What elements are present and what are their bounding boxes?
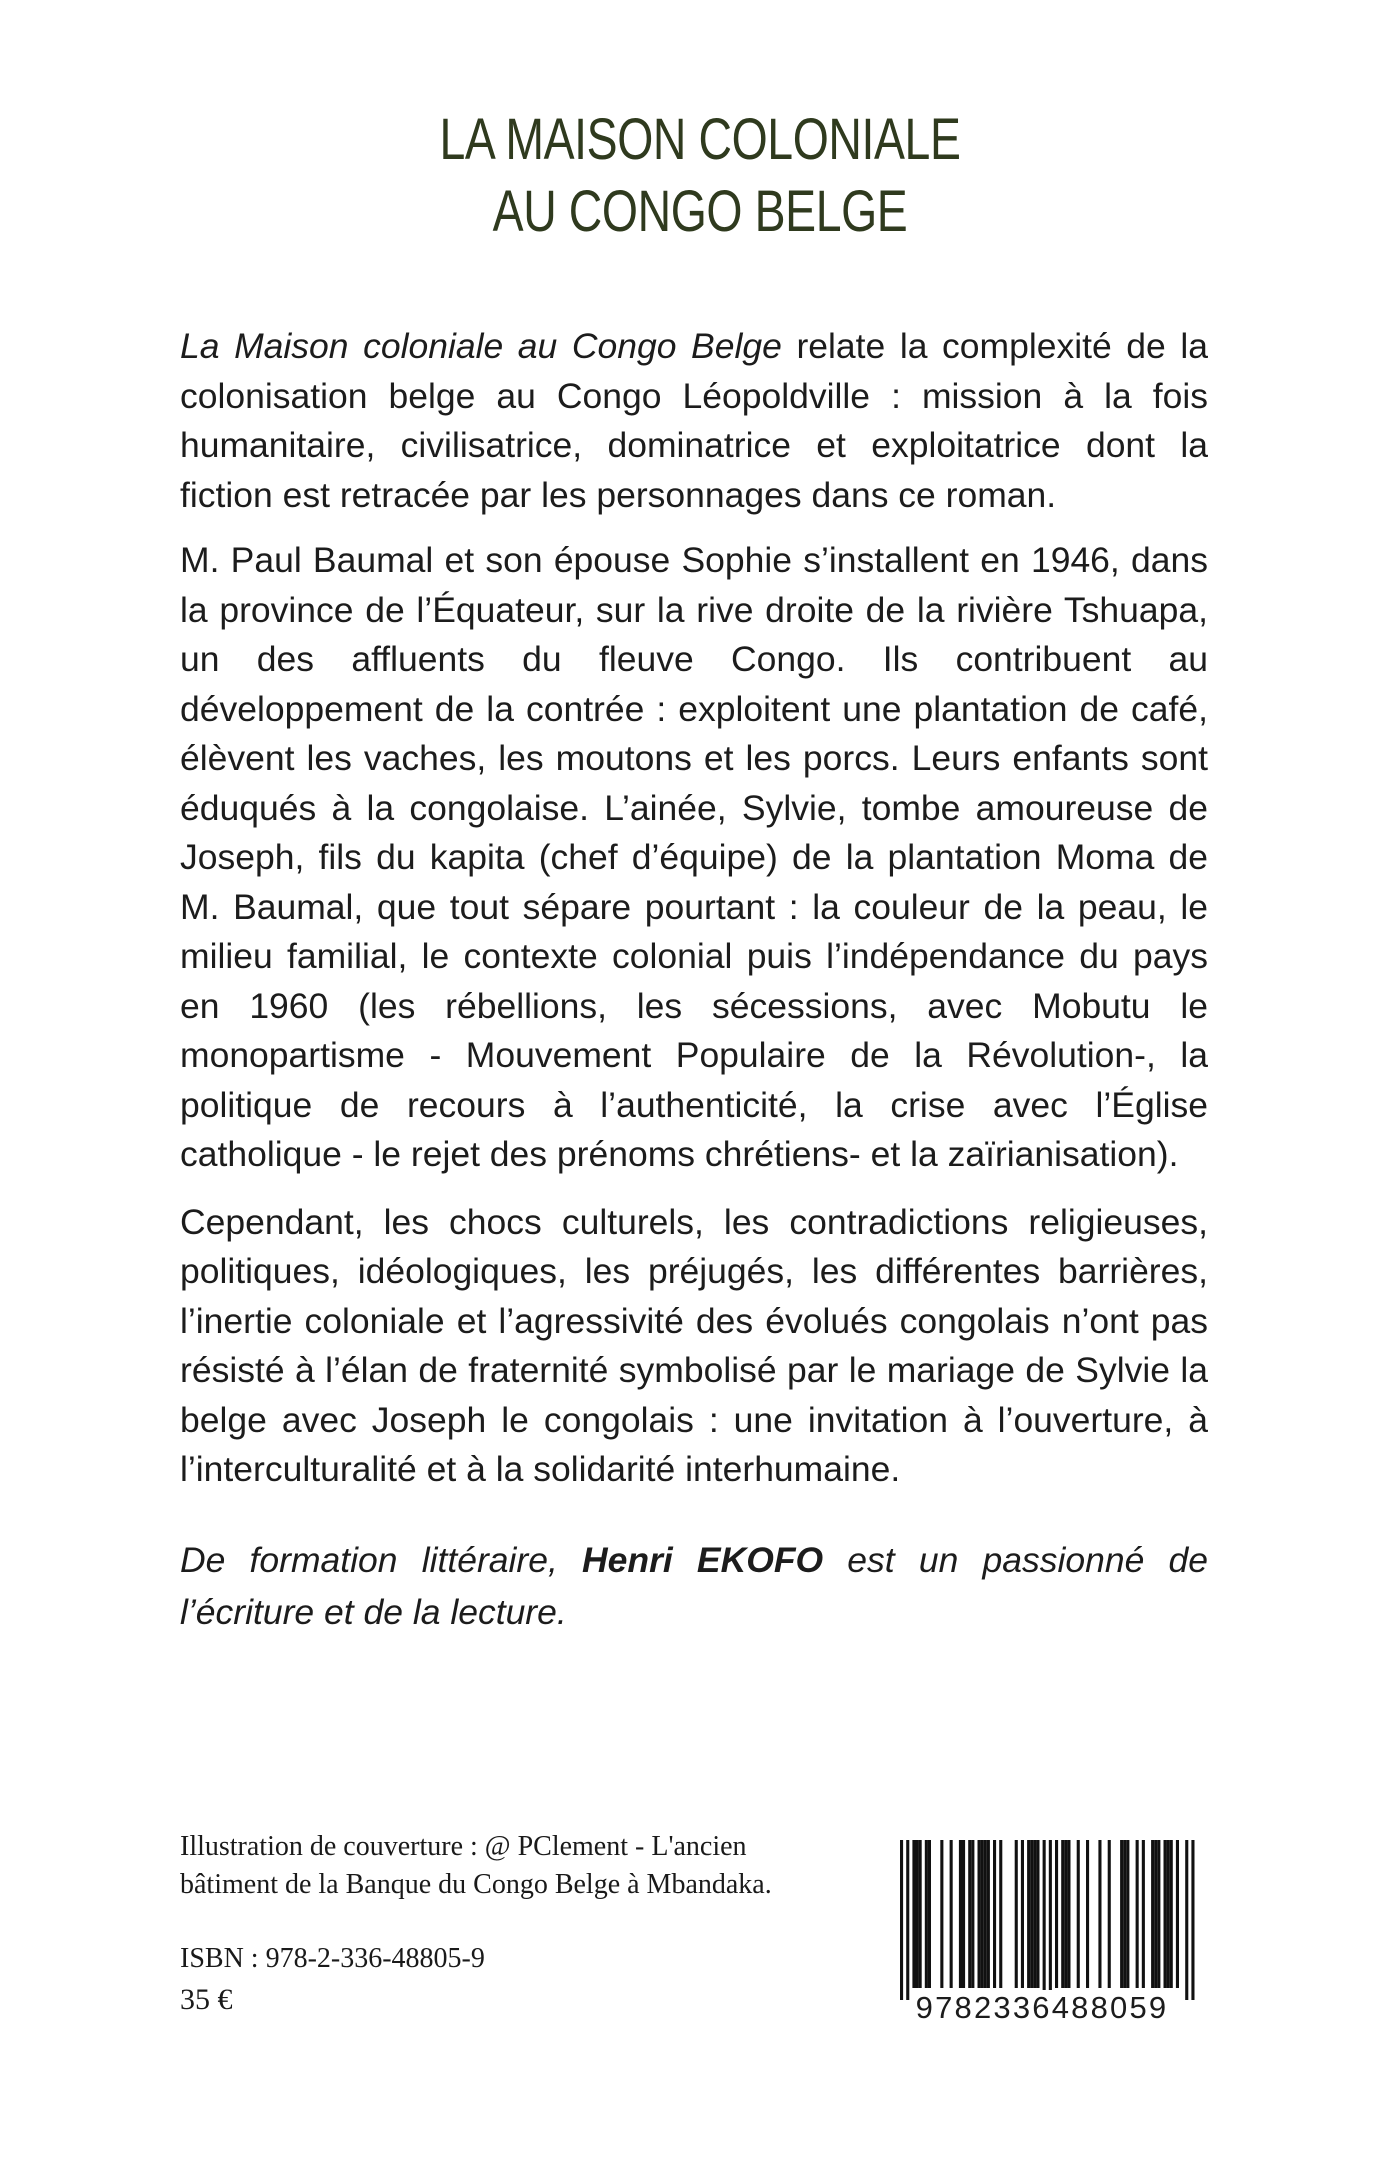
barcode-bar bbox=[1055, 1840, 1058, 1988]
barcode-guard-bar bbox=[906, 1840, 909, 2000]
price: 35 € bbox=[180, 1983, 233, 2016]
credits-line-1: Illustration de couverture : @ PClement - L'ancien bbox=[180, 1831, 747, 1862]
barcode-bar bbox=[999, 1840, 1002, 1988]
barcode-bar bbox=[984, 1840, 987, 1988]
barcode-bar bbox=[1067, 1840, 1070, 1988]
title-line-1: LA MAISON COLONIALE bbox=[439, 107, 961, 172]
barcode-bar bbox=[1151, 1840, 1154, 1988]
barcode-bar bbox=[1064, 1840, 1067, 1988]
barcode-bar bbox=[968, 1840, 971, 1988]
author-bio-before: De formation littéraire, bbox=[180, 1540, 582, 1580]
barcode-bar bbox=[1123, 1840, 1126, 1988]
title-line-2: AU CONGO BELGE bbox=[492, 179, 908, 244]
barcode-bar bbox=[1077, 1840, 1080, 1988]
barcode-bar bbox=[1086, 1840, 1089, 1988]
barcode-bar bbox=[978, 1840, 981, 1988]
barcode-bar bbox=[981, 1840, 984, 1988]
barcode-guard-bar bbox=[1191, 1840, 1194, 2000]
barcode-guard-bar bbox=[1185, 1840, 1188, 2000]
barcode-bar bbox=[1098, 1840, 1101, 1988]
barcode-bar bbox=[919, 1840, 922, 1988]
barcode-guard-bar bbox=[1043, 1840, 1046, 2000]
book-title bbox=[140, 104, 1260, 248]
synopsis-paragraph-2: M. Paul Baumal et son épouse Sophie s’installent en 1946, dans la province de l’Équateur, sur la rive droite de la rivière Tshuapa, un des affluents du fleuve Congo. Ils contribuent au développement de la contrée : exploitent une plantation de café, élèvent les vaches, les moutons et les porcs. Leurs enfants sont éduqués à la congolaise. L’ainée, Sylvie, tombe amoureuse de Joseph, fils du kapita (chef d’équipe) de la plantation Moma de M. Baumal, que tout sépare pourtant : la couleur de la peau, le milieu familial, le contexte colonial puis l’indépendance du pays en 1960 (les rébellions, les sécessions, avec Mobutu le monopartisme - Mouvement Populaire de la Révolution-, la politique de recours à l’authenticité, la crise avec l’Église catholique - le rejet des prénoms chrétiens- et la zaïrianisation). bbox=[180, 540, 1208, 1174]
barcode-bar bbox=[1154, 1840, 1157, 1988]
barcode-bar bbox=[1120, 1840, 1123, 1988]
barcode-bar bbox=[1167, 1840, 1170, 1988]
barcode-bar bbox=[993, 1840, 996, 1988]
synopsis-paragraph-1 bbox=[180, 322, 1208, 520]
barcode-bar bbox=[1015, 1840, 1018, 1988]
barcode-bar bbox=[916, 1840, 919, 1988]
barcode-bar bbox=[962, 1840, 965, 1988]
synopsis-paragraph-3: Cependant, les chocs culturels, les contradictions religieuses, politiques, idéologiques, les préjugés, les différentes barrières, l’inertie coloniale et l’agressivité des évolués congolais n’ont pas résisté à l’élan de fraternité symbolisé par le mariage de Sylvie la belge avec Joseph le congolais : une invitation à l’ouverture, à l’interculturalité et à la solidarité interhumaine. bbox=[180, 1201, 1208, 1489]
barcode-bar bbox=[1164, 1840, 1167, 1988]
barcode-bar bbox=[1176, 1840, 1179, 1988]
book-title-italic: La Maison coloniale au Congo Belge bbox=[180, 326, 782, 366]
barcode-bar bbox=[1136, 1840, 1139, 1988]
barcode-bar bbox=[1157, 1840, 1160, 1988]
barcode-bar bbox=[1126, 1840, 1129, 1988]
barcode-bar bbox=[1142, 1840, 1145, 1988]
barcode-guard-bar bbox=[900, 1840, 903, 2000]
barcode-bar bbox=[1170, 1840, 1173, 1988]
isbn: ISBN : 978-2-336-48805-9 bbox=[180, 1943, 485, 1974]
barcode-bar bbox=[1021, 1840, 1024, 1988]
barcode-bar bbox=[1027, 1840, 1030, 1988]
author-name: Henri EKOFO bbox=[582, 1540, 824, 1580]
barcode-bar bbox=[987, 1840, 990, 1988]
barcode-bar bbox=[1033, 1840, 1036, 1988]
author-bio-after: est un passionné de l’écriture et de la lecture. bbox=[180, 1540, 1208, 1632]
barcode-bar bbox=[928, 1840, 931, 1988]
barcode-digits bbox=[878, 1990, 1206, 2026]
barcode-number: 9782336488059 bbox=[915, 1990, 1169, 2025]
barcode-bar bbox=[912, 1840, 915, 1988]
barcode-bar bbox=[1030, 1840, 1033, 1988]
paragraph-1-text: relate la complexité de la colonisation belge au Congo Léopoldville : mission à la fois humanitaire, civilisatrice, dominatrice et exploitatrice dont la fiction est retracée par les personnages dans ce roman. bbox=[180, 326, 1208, 515]
barcode-bar bbox=[1036, 1840, 1039, 1988]
barcode-guard-bar bbox=[1049, 1840, 1052, 2000]
author-bio bbox=[180, 1534, 1208, 1638]
barcode-bar bbox=[925, 1840, 928, 1988]
cover-credits bbox=[180, 1828, 900, 1904]
barcode-bar bbox=[950, 1840, 953, 1988]
synopsis bbox=[180, 322, 1208, 1515]
barcode-bar bbox=[1108, 1840, 1111, 1988]
credits-line-2: bâtiment de la Banque du Congo Belge à Mbandaka. bbox=[180, 1869, 772, 1900]
barcode-bar bbox=[940, 1840, 943, 1988]
barcode-bar bbox=[959, 1840, 962, 1988]
barcode-bar bbox=[1061, 1840, 1064, 1988]
barcode-bar bbox=[971, 1840, 974, 1988]
